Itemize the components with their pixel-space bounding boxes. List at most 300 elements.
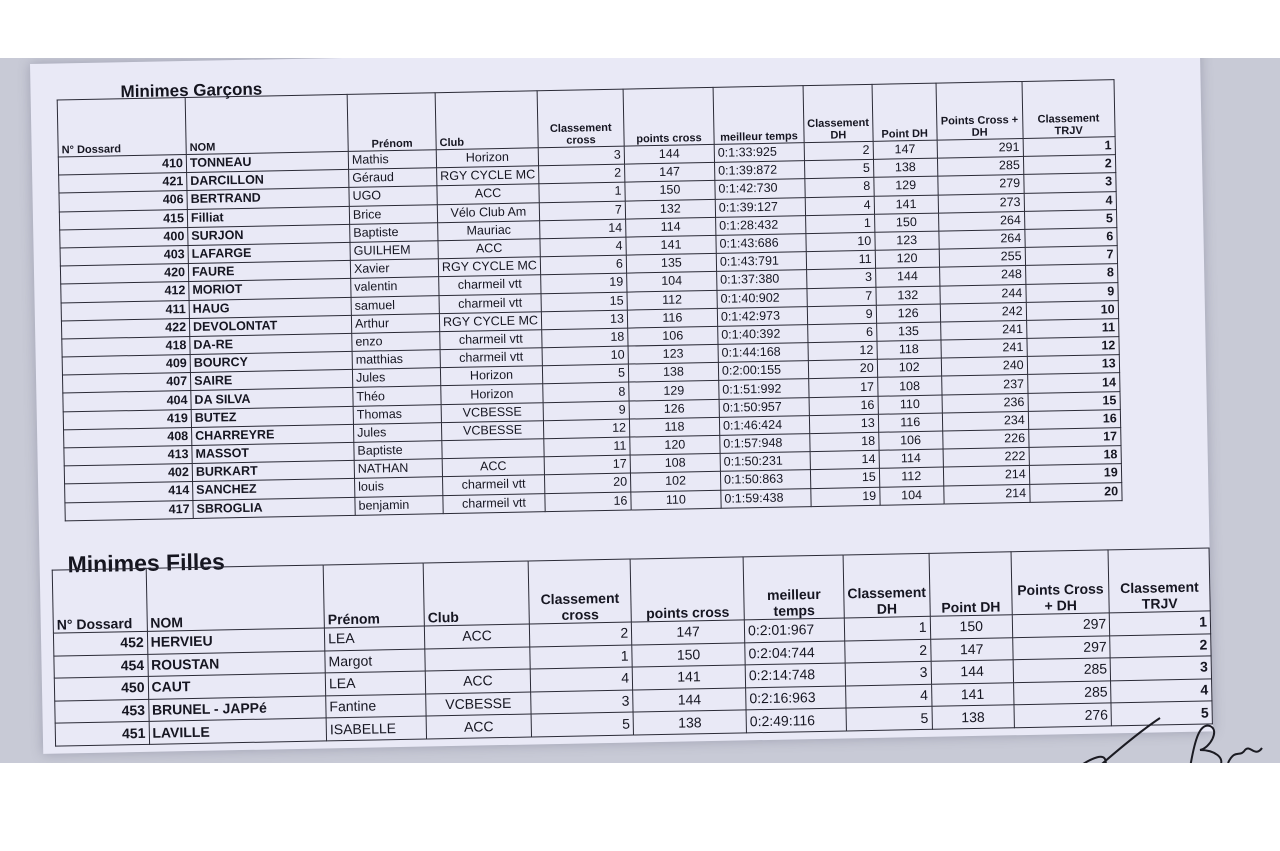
classement-dh-cell: 19 (811, 487, 880, 507)
nom-cell: DARCILLON (187, 170, 349, 191)
dossard-cell: 420 (60, 264, 188, 285)
prenom-cell: NATHAN (354, 459, 442, 479)
classement-cross-cell: 3 (538, 146, 624, 166)
points-cross-cell: 114 (626, 217, 716, 237)
dossard-cell: 414 (65, 482, 193, 503)
dossard-cell: 413 (64, 445, 192, 466)
prenom-cell: Jules (352, 368, 440, 388)
points-cross-dh-cell: 285 (1013, 658, 1111, 682)
classement-dh-cell: 8 (805, 178, 874, 198)
club-cell: Mauriac (438, 220, 540, 240)
club-cell: VCBESSE (441, 421, 543, 441)
header-meilleur-temps: meilleur temps (743, 555, 844, 620)
point-dh-cell: 147 (873, 140, 937, 159)
header-classement-trjv: Classement TRJV (1022, 80, 1115, 139)
classement-cross-cell: 5 (531, 712, 634, 737)
meilleur-temps-cell: 0:1:43:686 (716, 234, 806, 254)
classement-dh-cell: 7 (807, 287, 876, 307)
points-cross-dh-cell: 214 (943, 484, 1029, 504)
classement-trjv-cell: 18 (1029, 446, 1121, 466)
classement-dh-cell: 15 (810, 469, 879, 489)
classement-dh-cell: 12 (808, 341, 877, 361)
classement-cross-cell: 6 (540, 255, 626, 275)
classement-cross-cell: 5 (542, 364, 628, 384)
club-cell: ACC (426, 714, 531, 739)
classement-trjv-cell: 4 (1111, 679, 1212, 704)
header-club: Club (435, 91, 538, 150)
prenom-cell: Jules (353, 422, 441, 442)
dossard-cell: 400 (60, 227, 188, 248)
classement-trjv-cell: 15 (1028, 391, 1120, 411)
prenom-cell: benjamin (355, 495, 443, 515)
prenom-cell: Géraud (349, 168, 437, 188)
dossard-cell: 403 (60, 245, 188, 266)
point-dh-cell: 108 (877, 376, 941, 395)
nom-cell: MASSOT (192, 442, 354, 463)
meilleur-temps-cell: 0:1:40:902 (717, 288, 807, 308)
dossard-cell: 410 (58, 155, 186, 176)
points-cross-dh-cell: 214 (943, 466, 1029, 486)
classement-dh-cell: 20 (808, 360, 877, 380)
dossard-cell: 409 (62, 355, 190, 376)
meilleur-temps-cell: 0:1:39:127 (715, 197, 805, 217)
header-classement-dh: Classement DH (843, 553, 930, 618)
classement-dh-cell: 13 (809, 414, 878, 434)
club-cell: charmeil vtt (443, 493, 545, 513)
meilleur-temps-cell: 0:2:04:744 (745, 641, 845, 666)
points-cross-dh-cell: 241 (940, 320, 1026, 340)
points-cross-cell: 116 (627, 308, 717, 328)
classement-trjv-cell: 10 (1026, 300, 1118, 320)
points-cross-dh-cell: 222 (943, 448, 1029, 468)
prenom-cell: samuel (351, 295, 439, 315)
point-dh-cell: 112 (879, 467, 943, 486)
nom-cell: DA SILVA (191, 388, 353, 409)
nom-cell: CAUT (148, 673, 326, 699)
classement-trjv-cell: 5 (1111, 701, 1212, 726)
nom-cell: TONNEAU (186, 151, 348, 172)
points-cross-dh-cell: 242 (940, 302, 1026, 322)
nom-cell: DEVOLONTAT (189, 315, 351, 336)
meilleur-temps-cell: 0:2:01:967 (744, 618, 844, 643)
nom-cell: SAIRE (190, 370, 352, 391)
meilleur-temps-cell: 0:2:49:116 (746, 708, 846, 733)
club-cell: ACC (424, 624, 529, 649)
points-cross-cell: 132 (625, 199, 715, 219)
classement-trjv-cell: 1 (1023, 137, 1115, 157)
header-dossard: N° Dossard (57, 98, 186, 157)
points-cross-cell: 147 (624, 163, 714, 183)
dossard-cell: 407 (62, 373, 190, 394)
point-dh-cell: 102 (877, 358, 941, 377)
classement-cross-cell: 15 (541, 292, 627, 312)
header-meilleur-temps: meilleur temps (713, 86, 804, 145)
points-cross-dh-cell: 255 (939, 248, 1025, 268)
classement-cross-cell: 14 (540, 219, 626, 239)
dossard-cell: 452 (53, 631, 147, 655)
meilleur-temps-cell: 0:1:44:168 (718, 343, 808, 363)
point-dh-cell: 141 (931, 683, 1014, 707)
points-cross-cell: 106 (628, 326, 718, 346)
header-classement-dh: Classement DH (803, 84, 873, 142)
meilleur-temps-cell: 0:1:51:992 (719, 379, 809, 399)
points-cross-dh-cell: 264 (938, 211, 1024, 231)
dossard-cell: 454 (54, 654, 148, 678)
club-cell: Horizon (440, 366, 542, 386)
prenom-cell: louis (355, 477, 443, 497)
classement-dh-cell: 17 (809, 378, 878, 398)
points-cross-dh-cell: 297 (1012, 613, 1110, 637)
point-dh-cell: 141 (874, 195, 938, 214)
classement-cross-cell: 1 (539, 182, 625, 202)
nom-cell: MORIOT (189, 279, 351, 300)
point-dh-cell: 104 (879, 486, 943, 505)
photo-background (0, 58, 1280, 763)
nom-cell: FAURE (188, 261, 350, 282)
dossard-cell: 421 (59, 173, 187, 194)
points-cross-dh-cell: 241 (941, 338, 1027, 358)
club-cell (425, 647, 530, 672)
prenom-cell: Fantine (326, 694, 426, 719)
points-cross-cell: 138 (628, 363, 718, 383)
points-cross-dh-cell: 279 (938, 175, 1024, 195)
classement-trjv-cell: 16 (1028, 409, 1120, 429)
classement-trjv-cell: 20 (1029, 482, 1121, 502)
header-classement-cross: Classement cross (537, 89, 624, 148)
prenom-cell: Baptiste (350, 222, 438, 242)
section-title-filles: Minimes Filles (67, 548, 226, 578)
classement-trjv-cell: 8 (1025, 264, 1117, 284)
points-cross-cell: 104 (627, 272, 717, 292)
nom-cell: SBROGLIA (193, 497, 355, 518)
point-dh-cell: 106 (878, 431, 942, 450)
meilleur-temps-cell: 0:1:59:438 (721, 488, 811, 508)
meilleur-temps-cell: 0:2:14:748 (745, 663, 845, 688)
dossard-cell: 412 (61, 282, 189, 303)
nom-cell: BRUNEL - JAPPé (148, 696, 326, 722)
club-cell: ACC (438, 239, 540, 259)
classement-cross-cell: 8 (543, 383, 629, 403)
classement-cross-cell: 16 (545, 492, 631, 512)
points-cross-cell: 138 (633, 710, 746, 735)
dossard-cell: 450 (54, 677, 148, 701)
classement-dh-cell: 2 (845, 639, 931, 663)
header-point-dh: Point DH (872, 83, 937, 141)
signature-scribble (1050, 678, 1280, 763)
classement-trjv-cell: 5 (1024, 209, 1116, 229)
point-dh-cell: 144 (931, 660, 1014, 684)
points-cross-dh-cell: 248 (939, 266, 1025, 286)
dossard-cell: 402 (64, 464, 192, 485)
points-cross-dh-cell: 297 (1013, 635, 1111, 659)
points-cross-cell: 120 (630, 435, 720, 455)
meilleur-temps-cell: 0:1:50:863 (720, 470, 810, 490)
club-cell: Horizon (436, 148, 538, 168)
points-cross-dh-cell: 276 (1014, 703, 1112, 727)
dossard-cell: 411 (61, 300, 189, 321)
point-dh-cell: 135 (876, 322, 940, 341)
point-dh-cell: 114 (879, 449, 943, 468)
results-sheet (30, 58, 1213, 754)
header-points-cross: points cross (623, 87, 714, 146)
classement-dh-cell: 5 (846, 707, 932, 731)
meilleur-temps-cell: 0:2:00:155 (718, 361, 808, 381)
meilleur-temps-cell: 0:1:37:380 (717, 270, 807, 290)
club-cell: charmeil vtt (443, 475, 545, 495)
club-cell: RGY CYCLE MC (438, 257, 540, 277)
nom-cell: LAVILLE (149, 718, 327, 744)
classement-trjv-cell: 11 (1026, 319, 1118, 339)
point-dh-cell: 120 (875, 249, 939, 268)
classement-dh-cell: 2 (804, 141, 873, 161)
header-classement-trjv: Classement TRJV (1108, 548, 1210, 613)
classement-cross-cell: 20 (544, 473, 630, 493)
points-cross-dh-cell: 285 (1014, 681, 1112, 705)
nom-cell: HAUG (189, 297, 351, 318)
club-cell: RGY CYCLE MC (439, 311, 541, 331)
classement-trjv-cell: 9 (1026, 282, 1118, 302)
prenom-cell: Mathis (348, 150, 436, 170)
points-cross-cell: 112 (627, 290, 717, 310)
prenom-cell: valentin (351, 277, 439, 297)
prenom-cell: UGO (349, 186, 437, 206)
points-cross-cell: 108 (630, 454, 720, 474)
classement-trjv-cell: 3 (1024, 173, 1116, 193)
points-cross-dh-cell: 226 (942, 429, 1028, 449)
classement-trjv-cell: 19 (1029, 464, 1121, 484)
classement-cross-cell: 12 (543, 419, 629, 439)
nom-cell: HERVIEU (147, 628, 325, 654)
club-cell: Vélo Club Am (437, 202, 539, 222)
prenom-cell: enzo (352, 332, 440, 352)
classement-dh-cell: 1 (805, 214, 874, 234)
points-cross-cell: 150 (625, 181, 715, 201)
meilleur-temps-cell: 0:1:50:957 (719, 397, 809, 417)
prenom-cell: Théo (353, 386, 441, 406)
points-cross-dh-cell: 244 (940, 284, 1026, 304)
classement-trjv-cell: 2 (1023, 155, 1115, 175)
nom-cell: SANCHEZ (193, 479, 355, 500)
nom-cell: Filliat (187, 206, 349, 227)
points-cross-dh-cell: 285 (937, 157, 1023, 177)
classement-dh-cell: 3 (807, 269, 876, 289)
header-point-dh: Point DH (929, 552, 1013, 617)
points-cross-dh-cell: 264 (939, 229, 1025, 249)
point-dh-cell: 147 (930, 637, 1013, 661)
nom-cell: ROUSTAN (147, 651, 325, 677)
header-prenom: Prénom (347, 93, 436, 152)
dossard-cell: 408 (64, 427, 192, 448)
point-dh-cell: 150 (930, 615, 1013, 639)
points-cross-dh-cell: 237 (941, 375, 1027, 395)
club-cell (442, 439, 544, 459)
point-dh-cell: 138 (932, 705, 1015, 729)
header-prenom: Prénom (323, 563, 424, 628)
club-cell: Horizon (441, 384, 543, 404)
points-cross-cell: 141 (632, 665, 745, 690)
club-cell: VCBESSE (426, 692, 531, 717)
points-cross-cell: 110 (631, 490, 721, 510)
header-club: Club (423, 561, 529, 626)
classement-trjv-cell: 13 (1027, 355, 1119, 375)
dossard-cell: 453 (55, 699, 149, 723)
dossard-cell: 415 (59, 209, 187, 230)
classement-dh-cell: 4 (805, 196, 874, 216)
classement-dh-cell: 1 (844, 616, 930, 640)
meilleur-temps-cell: 0:1:46:424 (719, 415, 809, 435)
classement-cross-cell: 13 (541, 310, 627, 330)
point-dh-cell: 110 (878, 395, 942, 414)
prenom-cell: Brice (349, 204, 437, 224)
classement-cross-cell: 9 (543, 401, 629, 421)
classement-cross-cell: 2 (538, 164, 624, 184)
club-cell: VCBESSE (441, 402, 543, 422)
classement-trjv-cell: 12 (1027, 337, 1119, 357)
points-cross-cell: 102 (630, 472, 720, 492)
club-cell: ACC (425, 669, 530, 694)
dossard-cell: 418 (62, 336, 190, 357)
meilleur-temps-cell: 0:1:42:973 (717, 306, 807, 326)
classement-cross-cell: 11 (544, 437, 630, 457)
classement-dh-cell: 4 (846, 684, 932, 708)
points-cross-cell: 129 (629, 381, 719, 401)
prenom-cell: GUILHEM (350, 241, 438, 261)
meilleur-temps-cell: 0:1:50:231 (720, 452, 810, 472)
points-cross-dh-cell: 291 (937, 138, 1023, 158)
points-cross-cell: 123 (628, 344, 718, 364)
nom-cell: BUTEZ (191, 406, 353, 427)
classement-trjv-cell: 6 (1025, 228, 1117, 248)
point-dh-cell: 138 (873, 158, 937, 177)
points-cross-cell: 144 (624, 144, 714, 164)
nom-cell: BURKART (192, 461, 354, 482)
point-dh-cell: 129 (874, 176, 938, 195)
classement-trjv-cell: 7 (1025, 246, 1117, 266)
meilleur-temps-cell: 0:2:16:963 (746, 686, 846, 711)
point-dh-cell: 144 (875, 267, 939, 286)
classement-cross-cell: 3 (531, 690, 634, 715)
prenom-cell: Xavier (350, 259, 438, 279)
meilleur-temps-cell: 0:1:57:948 (720, 434, 810, 454)
nom-cell: BERTRAND (187, 188, 349, 209)
header-nom: NOM (146, 565, 325, 631)
section-title-garcons: Minimes Garçons (120, 79, 263, 102)
nom-cell: BOURCY (190, 351, 352, 372)
classement-cross-cell: 19 (541, 273, 627, 293)
nom-cell: CHARREYRE (192, 424, 354, 445)
club-cell: charmeil vtt (439, 275, 541, 295)
classement-dh-cell: 18 (810, 432, 879, 452)
meilleur-temps-cell: 0:1:42:730 (715, 179, 805, 199)
classement-trjv-cell: 2 (1110, 634, 1211, 659)
points-cross-cell: 144 (633, 688, 746, 713)
classement-dh-cell: 6 (808, 323, 877, 343)
classement-cross-cell: 2 (529, 622, 632, 647)
garcons-table (57, 79, 1123, 521)
prenom-cell: Margot (325, 649, 425, 674)
point-dh-cell: 123 (875, 231, 939, 250)
dossard-cell: 404 (63, 391, 191, 412)
classement-trjv-cell: 4 (1024, 191, 1116, 211)
classement-cross-cell: 4 (540, 237, 626, 257)
club-cell: charmeil vtt (440, 330, 542, 350)
classement-dh-cell: 3 (845, 662, 931, 686)
prenom-cell: ISABELLE (326, 716, 426, 741)
nom-cell: DA-RE (190, 333, 352, 354)
classement-dh-cell: 10 (806, 232, 875, 252)
points-cross-cell: 118 (629, 417, 719, 437)
header-classement-cross: Classement cross (528, 559, 631, 624)
classement-trjv-cell: 14 (1027, 373, 1119, 393)
point-dh-cell: 126 (876, 304, 940, 323)
header-points-cross-dh: Points Cross + DH (1011, 550, 1110, 615)
points-cross-cell: 141 (626, 235, 716, 255)
meilleur-temps-cell: 0:1:40:392 (718, 324, 808, 344)
header-points-cross: points cross (630, 557, 744, 622)
classement-trjv-cell: 3 (1110, 656, 1211, 681)
points-cross-cell: 147 (631, 620, 744, 645)
classement-trjv-cell: 17 (1028, 428, 1120, 448)
club-cell: ACC (437, 184, 539, 204)
filles-table (52, 547, 1213, 746)
nom-cell: LAFARGE (188, 242, 350, 263)
dossard-cell: 422 (61, 318, 189, 339)
classement-cross-cell: 1 (530, 645, 633, 670)
meilleur-temps-cell: 0:1:43:791 (716, 252, 806, 272)
classement-dh-cell: 14 (810, 450, 879, 470)
classement-trjv-cell: 1 (1110, 611, 1211, 636)
classement-cross-cell: 10 (542, 346, 628, 366)
prenom-cell: Arthur (351, 313, 439, 333)
points-cross-cell: 126 (629, 399, 719, 419)
dossard-cell: 406 (59, 191, 187, 212)
club-cell: charmeil vtt (439, 293, 541, 313)
points-cross-cell: 150 (632, 642, 745, 667)
meilleur-temps-cell: 0:1:39:872 (714, 161, 804, 181)
point-dh-cell: 132 (876, 286, 940, 305)
dossard-cell: 451 (55, 722, 149, 746)
prenom-cell: Baptiste (354, 441, 442, 461)
nom-cell: SURJON (188, 224, 350, 245)
point-dh-cell: 116 (878, 413, 942, 432)
classement-dh-cell: 5 (804, 160, 873, 180)
classement-cross-cell: 4 (530, 667, 633, 692)
club-cell: RGY CYCLE MC (437, 166, 539, 186)
classement-cross-cell: 18 (542, 328, 628, 348)
classement-dh-cell: 16 (809, 396, 878, 416)
meilleur-temps-cell: 0:1:28:432 (716, 215, 806, 235)
classement-dh-cell: 11 (806, 250, 875, 270)
points-cross-dh-cell: 240 (941, 357, 1027, 377)
points-cross-dh-cell: 273 (938, 193, 1024, 213)
prenom-cell: LEA (324, 626, 424, 651)
prenom-cell: matthias (352, 350, 440, 370)
prenom-cell: Thomas (353, 404, 441, 424)
dossard-cell: 417 (65, 500, 193, 521)
points-cross-dh-cell: 234 (942, 411, 1028, 431)
meilleur-temps-cell: 0:1:33:925 (714, 143, 804, 163)
point-dh-cell: 118 (877, 340, 941, 359)
club-cell: charmeil vtt (440, 348, 542, 368)
point-dh-cell: 150 (874, 213, 938, 232)
header-nom: NOM (185, 94, 348, 154)
points-cross-cell: 135 (626, 253, 716, 273)
prenom-cell: LEA (325, 671, 425, 696)
club-cell: ACC (442, 457, 544, 477)
classement-cross-cell: 17 (544, 455, 630, 475)
points-cross-dh-cell: 236 (942, 393, 1028, 413)
header-dossard: N° Dossard (52, 568, 147, 633)
